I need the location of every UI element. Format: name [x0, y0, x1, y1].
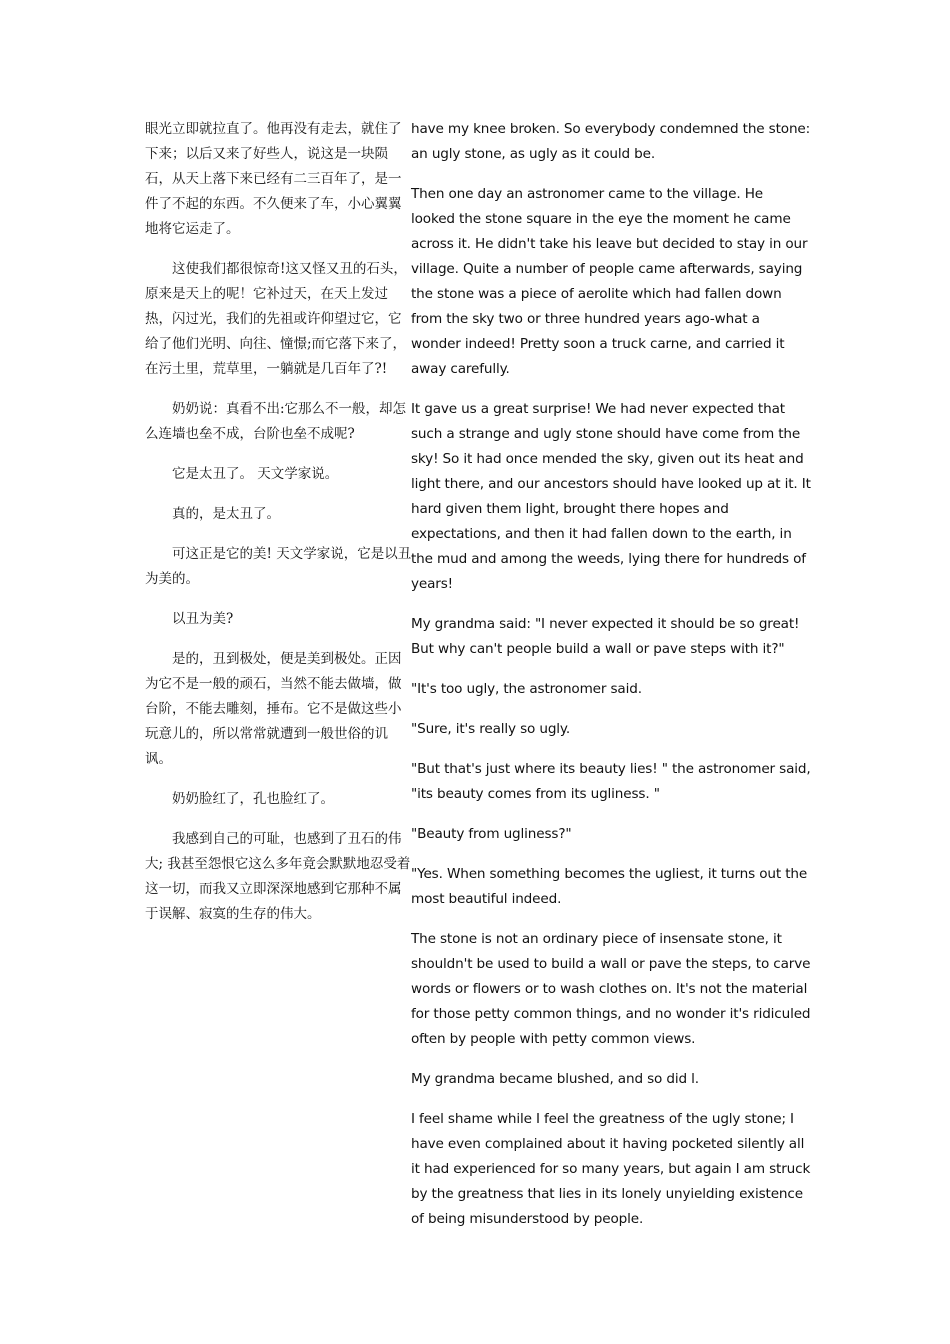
en-paragraph: "Yes. When something becomes the ugliest, it turns out the most beautiful indeed. — [411, 866, 808, 907]
en-paragraph: "Sure, it's really so ugly. — [411, 721, 571, 737]
en-paragraph: "Beauty from ugliness?" — [411, 826, 572, 842]
zh-paragraph: 奶奶脸红了，孔也脸红了。 — [172, 791, 334, 807]
en-paragraph: have my knee broken. So everybody condemned the stone: an ugly stone, as ugly as it could be. — [411, 121, 811, 162]
english-text-column — [411, 117, 811, 1247]
en-paragraph: My grandma became blushed, and so did l. — [411, 1071, 699, 1087]
zh-paragraph: 真的，是太丑了。 — [172, 506, 280, 522]
zh-paragraph: 是的，丑到极处，便是美到极处。正因为它不是一般的顽石，当然不能去做墙，做台阶，不能去雕刻，捶布。它不是做这些小玩意儿的，所以常常就遭到一般世俗的讥讽。 — [145, 651, 402, 767]
en-paragraph: I feel shame while I feel the greatness of the ugly stone; I have even complained about it having pocketed silently all it had experienced for so many years, but again I am struck by the greatness that lies in its lonely unyielding existence of being misunderstood by people. — [411, 1111, 811, 1227]
chinese-text-column — [145, 117, 413, 942]
en-paragraph: The stone is not an ordinary piece of insensate stone, it shouldn't be used to build a wall or pave the steps, to carve words or flowers or to wash clothes on. It's not the material for those petty common things, and no wonder it's ridiculed often by people with petty common views. — [411, 931, 811, 1047]
en-paragraph: My grandma said: "I never expected it should be so great! But why can't people build a wall or pave steps with it?" — [411, 616, 800, 657]
zh-paragraph: 它是太丑了。 天文学家说。 — [172, 466, 339, 482]
zh-paragraph: 以丑为美? — [172, 611, 234, 627]
zh-paragraph: 我感到自己的可耻，也感到了丑石的伟大; 我甚至怨恨它这么多年竟会默默地忍受着这一切，而我又立即深深地感到它那种不属于误解、寂寞的生存的伟大。 — [145, 831, 411, 922]
zh-paragraph: 可这正是它的美! 天文学家说，它是以丑为美的。 — [145, 546, 412, 587]
en-paragraph: Then one day an astronomer came to the village. He looked the stone square in the eye the moment he came across it. He didn't take his leave but decided to stay in our village. Quite a number of people came afterwards, saying the stone was a piece of aerolite which had fallen down from the sky two or three hundred years ago-what a wonder indeed! Pretty soon a truck carne, and carried it away carefully. — [411, 186, 808, 377]
zh-paragraph: 奶奶说：真看不出:它那么不一般，却怎么连墙也垒不成，台阶也垒不成呢? — [145, 401, 407, 442]
en-paragraph: It gave us a great surprise! We had never expected that such a strange and ugly stone should have come from the sky! So it had once mended the sky, given out its heat and light there, and our ancestors should have looked up at it. It hard given them light, brought there hopes and expectations, and then it had fallen down to the earth, in the mud and among the weeds, lying there for hundreds of years! — [411, 401, 811, 592]
zh-paragraph: 眼光立即就拉直了。他再没有走去，就住了下来；以后又来了好些人，说这是一块陨石，从天上落下来已经有二三百年了，是一件了不起的东西。不久便来了车，小心翼翼地将它运走了。 — [145, 121, 402, 237]
zh-paragraph: 这使我们都很惊奇!这又怪又丑的石头，原来是天上的呢！它补过天，在天上发过热，闪过光，我们的先祖或许仰望过它，它给了他们光明、向往、憧憬;而它落下来了，在污土里，荒草里，一躺就是几百年了?! — [145, 261, 407, 377]
en-paragraph: "But that's just where its beauty lies! " the astronomer said, "its beauty comes from its ugliness. " — [411, 761, 811, 802]
en-paragraph: "It's too ugly, the astronomer said. — [411, 681, 642, 697]
